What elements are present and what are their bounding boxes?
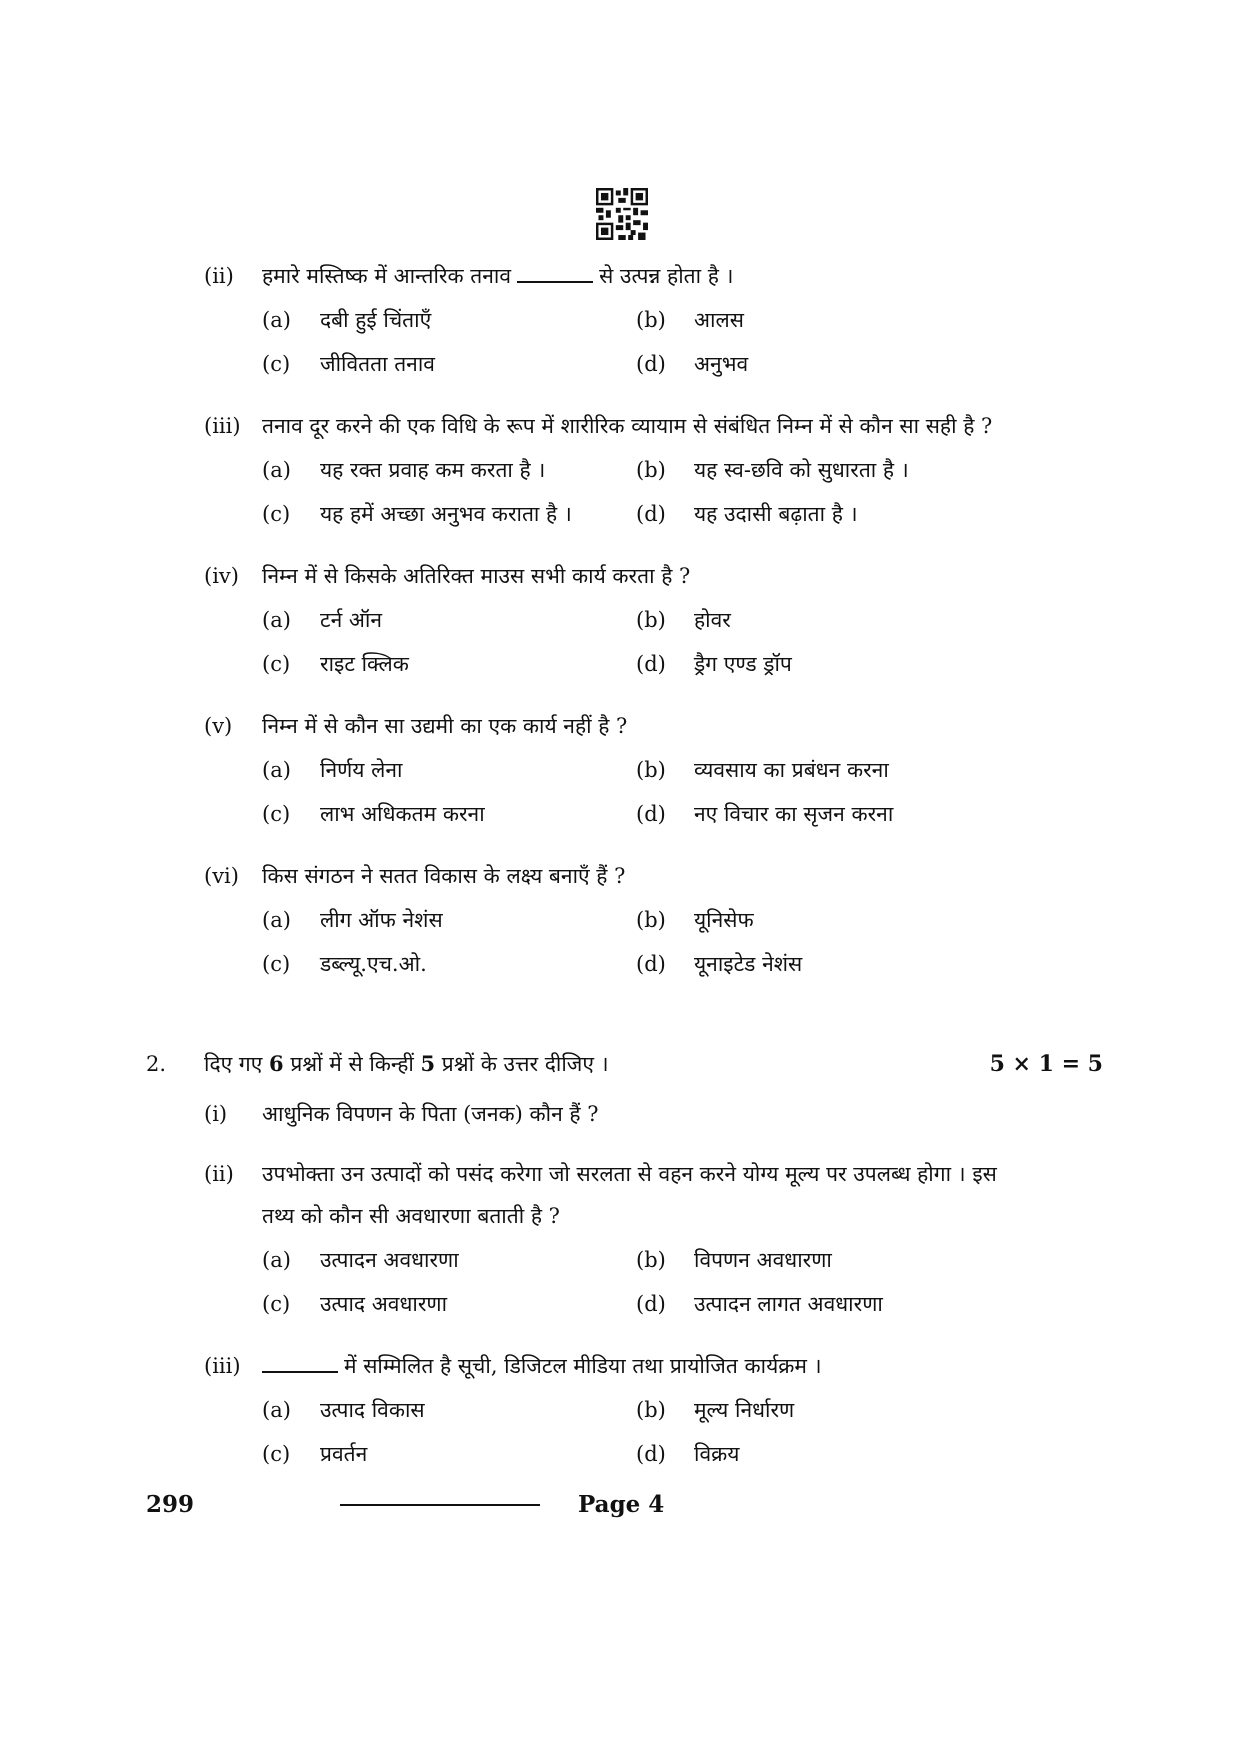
question-number: (vi) bbox=[204, 864, 239, 888]
question-text: तनाव दूर करने की एक विधि के रूप में शारीरिक व्यायाम से संबंधित निम्न में से कौन सा सही है ? bbox=[262, 414, 993, 438]
option-b: (b) होवर bbox=[636, 608, 731, 632]
question-instruction: दिए गए 6 प्रश्नों में से किन्हीं 5 प्रश्नों के उत्तर दीजिए । bbox=[204, 1051, 609, 1076]
option-d: (d) यूनाइटेड नेशंस bbox=[636, 952, 803, 976]
option-b: (b) व्यवसाय का प्रबंधन करना bbox=[636, 758, 889, 782]
option-c: (c) प्रवर्तन bbox=[262, 1442, 368, 1466]
option-d: (d) नए विचार का सृजन करना bbox=[636, 802, 894, 826]
option-c: (c) यह हमें अच्छा अनुभव कराता है । bbox=[262, 502, 572, 526]
option-b: (b) मूल्य निर्धारण bbox=[636, 1398, 795, 1422]
marks-allocation: 5 × 1 = 5 bbox=[989, 1051, 1103, 1077]
question-number: (iv) bbox=[204, 564, 239, 588]
option-d: (d) ड्रैग एण्ड ड्रॉप bbox=[636, 652, 792, 676]
option-b: (b) यूनिसेफ bbox=[636, 908, 754, 932]
option-c: (c) डब्ल्यू.एच.ओ. bbox=[262, 952, 427, 976]
option-d: (d) अनुभव bbox=[636, 352, 749, 376]
question-number: (iii) bbox=[204, 1354, 241, 1378]
option-a: (a) लीग ऑफ नेशंस bbox=[262, 908, 443, 932]
question-text-line-1: उपभोक्ता उन उत्पादों को पसंद करेगा जो सरलता से वहन करने योग्य मूल्य पर उपलब्ध होगा । इस bbox=[262, 1162, 997, 1186]
question-number: (ii) bbox=[204, 264, 234, 288]
option-c: (c) जीवितता तनाव bbox=[262, 352, 435, 376]
question-number: (v) bbox=[204, 714, 233, 738]
option-a: (a) टर्न ऑन bbox=[262, 608, 383, 632]
question-text: निम्न में से किसके अतिरिक्त माउस सभी कार्य करता है ? bbox=[262, 564, 691, 588]
option-b: (b) विपणन अवधारणा bbox=[636, 1248, 832, 1272]
option-d: (d) उत्पादन लागत अवधारणा bbox=[636, 1292, 883, 1316]
page-number: Page 4 bbox=[578, 1491, 665, 1518]
option-a: (a) निर्णय लेना bbox=[262, 758, 403, 782]
option-c: (c) उत्पाद अवधारणा bbox=[262, 1292, 448, 1316]
footer-divider bbox=[340, 1504, 540, 1506]
question-text: निम्न में से कौन सा उद्यमी का एक कार्य नहीं है ? bbox=[262, 714, 628, 738]
question-number: (iii) bbox=[204, 414, 241, 438]
option-c: (c) लाभ अधिकतम करना bbox=[262, 802, 485, 826]
question-number: (i) bbox=[204, 1102, 228, 1126]
option-a: (a) यह रक्त प्रवाह कम करता है । bbox=[262, 458, 546, 482]
qr-code bbox=[596, 188, 648, 240]
question-number: (ii) bbox=[204, 1162, 234, 1186]
option-b: (b) यह स्व-छवि को सुधारता है । bbox=[636, 458, 909, 482]
option-d: (d) विक्रय bbox=[636, 1442, 740, 1466]
option-a: (a) उत्पाद विकास bbox=[262, 1398, 425, 1422]
option-d: (d) यह उदासी बढ़ाता है । bbox=[636, 502, 858, 526]
option-b: (b) आलस bbox=[636, 308, 744, 332]
question-text: में सम्मिलित है सूची, डिजिटल मीडिया तथा प्रायोजित कार्यक्रम । bbox=[262, 1352, 822, 1380]
question-text: आधुनिक विपणन के पिता (जनक) कौन हैं ? bbox=[262, 1102, 599, 1126]
option-a: (a) दबी हुई चिंताएँ bbox=[262, 308, 432, 332]
question-text: हमारे मस्तिष्क में आन्तरिक तनाव से उत्पन्न होता है । bbox=[262, 264, 734, 288]
question-number: 2. bbox=[146, 1052, 167, 1076]
fill-blank bbox=[262, 1353, 338, 1373]
question-text-line-2: तथ्य को कौन सी अवधारणा बताती है ? bbox=[262, 1204, 560, 1228]
option-c: (c) राइट क्लिक bbox=[262, 652, 409, 676]
question-text: किस संगठन ने सतत विकास के लक्ष्य बनाएँ हैं ? bbox=[262, 864, 626, 888]
paper-code: 299 bbox=[146, 1491, 195, 1518]
fill-blank bbox=[517, 263, 593, 283]
option-a: (a) उत्पादन अवधारणा bbox=[262, 1248, 459, 1272]
